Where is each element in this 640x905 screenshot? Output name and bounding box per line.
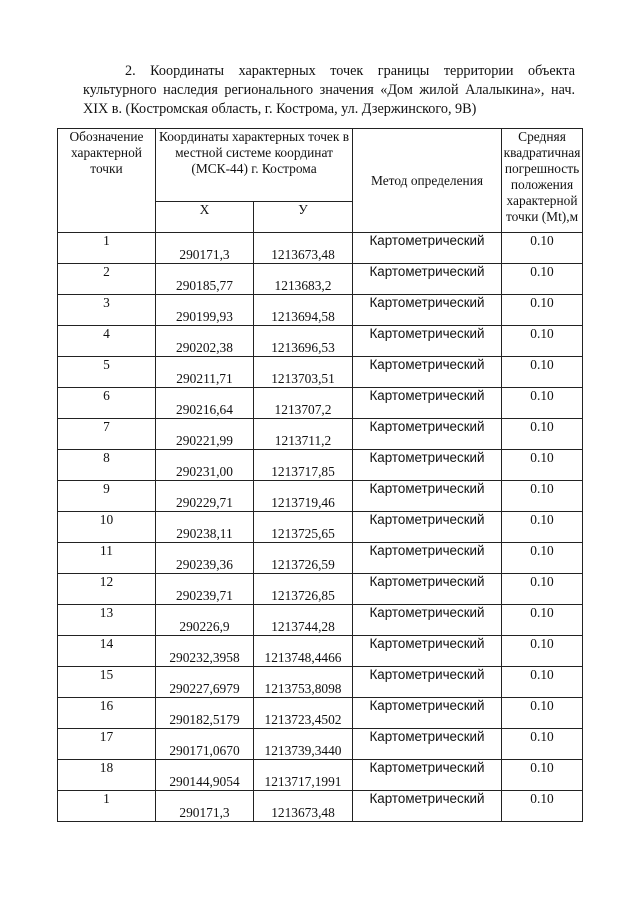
method-cell: Картометрический bbox=[353, 450, 502, 481]
error-cell: 0.10 bbox=[502, 512, 583, 543]
y-cell: 1213683,2 bbox=[254, 264, 353, 295]
point-cell: 16 bbox=[58, 698, 156, 729]
document-heading: 2. Координаты характерных точек границы территории объекта культурного наследия регионального значения «Дом жилой Алалыкина», нач. XIX в. (Костромская область, г. Кострома, ул. Дзержинского, 9В) bbox=[83, 63, 575, 117]
point-cell: 18 bbox=[58, 760, 156, 791]
x-cell: 290229,71 bbox=[156, 481, 254, 512]
error-cell: 0.10 bbox=[502, 791, 583, 822]
table-row bbox=[58, 388, 583, 419]
header-y: У bbox=[254, 202, 353, 233]
point-cell: 7 bbox=[58, 419, 156, 450]
point-cell: 11 bbox=[58, 543, 156, 574]
error-cell: 0.10 bbox=[502, 264, 583, 295]
x-cell: 290232,3958 bbox=[156, 636, 254, 667]
point-cell: 2 bbox=[58, 264, 156, 295]
x-cell: 290185,77 bbox=[156, 264, 254, 295]
y-cell: 1213673,48 bbox=[254, 233, 353, 264]
method-cell: Картометрический bbox=[353, 264, 502, 295]
table-row bbox=[58, 264, 583, 295]
x-cell: 290171,0670 bbox=[156, 729, 254, 760]
x-cell: 290144,9054 bbox=[156, 760, 254, 791]
table-row bbox=[58, 512, 583, 543]
y-cell: 1213696,53 bbox=[254, 326, 353, 357]
point-cell: 3 bbox=[58, 295, 156, 326]
table-row bbox=[58, 450, 583, 481]
coordinates-table bbox=[57, 128, 583, 822]
point-cell: 14 bbox=[58, 636, 156, 667]
method-cell: Картометрический bbox=[353, 636, 502, 667]
x-cell: 290171,3 bbox=[156, 791, 254, 822]
error-cell: 0.10 bbox=[502, 760, 583, 791]
error-cell: 0.10 bbox=[502, 574, 583, 605]
header-coordinates: Координаты характерных точек в местной системе координат (МСК-44) г. Кострома bbox=[156, 129, 353, 202]
error-cell: 0.10 bbox=[502, 481, 583, 512]
x-cell: 290221,99 bbox=[156, 419, 254, 450]
table-row bbox=[58, 667, 583, 698]
table-row bbox=[58, 760, 583, 791]
error-cell: 0.10 bbox=[502, 357, 583, 388]
y-cell: 1213707,2 bbox=[254, 388, 353, 419]
method-cell: Картометрический bbox=[353, 481, 502, 512]
table-body bbox=[58, 233, 583, 822]
table-row bbox=[58, 481, 583, 512]
x-cell: 290199,93 bbox=[156, 295, 254, 326]
table-row bbox=[58, 326, 583, 357]
x-cell: 290238,11 bbox=[156, 512, 254, 543]
error-cell: 0.10 bbox=[502, 729, 583, 760]
header-point: Обозначение характерной точки bbox=[58, 129, 156, 233]
y-cell: 1213753,8098 bbox=[254, 667, 353, 698]
x-cell: 290182,5179 bbox=[156, 698, 254, 729]
y-cell: 1213748,4466 bbox=[254, 636, 353, 667]
method-cell: Картометрический bbox=[353, 574, 502, 605]
y-cell: 1213726,59 bbox=[254, 543, 353, 574]
error-cell: 0.10 bbox=[502, 388, 583, 419]
table-row bbox=[58, 605, 583, 636]
method-cell: Картометрический bbox=[353, 295, 502, 326]
x-cell: 290211,71 bbox=[156, 357, 254, 388]
y-cell: 1213717,85 bbox=[254, 450, 353, 481]
x-cell: 290231,00 bbox=[156, 450, 254, 481]
y-cell: 1213717,1991 bbox=[254, 760, 353, 791]
point-cell: 13 bbox=[58, 605, 156, 636]
error-cell: 0.10 bbox=[502, 543, 583, 574]
table-row bbox=[58, 543, 583, 574]
error-cell: 0.10 bbox=[502, 326, 583, 357]
point-cell: 10 bbox=[58, 512, 156, 543]
table-row bbox=[58, 233, 583, 264]
table-row bbox=[58, 419, 583, 450]
error-cell: 0.10 bbox=[502, 636, 583, 667]
table-row bbox=[58, 636, 583, 667]
table-row bbox=[58, 357, 583, 388]
error-cell: 0.10 bbox=[502, 667, 583, 698]
point-cell: 9 bbox=[58, 481, 156, 512]
method-cell: Картометрический bbox=[353, 233, 502, 264]
y-cell: 1213703,51 bbox=[254, 357, 353, 388]
method-cell: Картометрический bbox=[353, 667, 502, 698]
point-cell: 8 bbox=[58, 450, 156, 481]
header-error: Средняя квадратичная погрешность положения характерной точки (Mt),м bbox=[502, 129, 583, 233]
error-cell: 0.10 bbox=[502, 698, 583, 729]
method-cell: Картометрический bbox=[353, 729, 502, 760]
table-row bbox=[58, 698, 583, 729]
x-cell: 290239,36 bbox=[156, 543, 254, 574]
method-cell: Картометрический bbox=[353, 605, 502, 636]
x-cell: 290226,9 bbox=[156, 605, 254, 636]
point-cell: 1 bbox=[58, 791, 156, 822]
x-cell: 290202,38 bbox=[156, 326, 254, 357]
point-cell: 6 bbox=[58, 388, 156, 419]
method-cell: Картометрический bbox=[353, 760, 502, 791]
y-cell: 1213725,65 bbox=[254, 512, 353, 543]
error-cell: 0.10 bbox=[502, 419, 583, 450]
point-cell: 4 bbox=[58, 326, 156, 357]
point-cell: 1 bbox=[58, 233, 156, 264]
error-cell: 0.10 bbox=[502, 605, 583, 636]
method-cell: Картометрический bbox=[353, 419, 502, 450]
table-row bbox=[58, 729, 583, 760]
x-cell: 290216,64 bbox=[156, 388, 254, 419]
method-cell: Картометрический bbox=[353, 512, 502, 543]
error-cell: 0.10 bbox=[502, 450, 583, 481]
y-cell: 1213726,85 bbox=[254, 574, 353, 605]
method-cell: Картометрический bbox=[353, 698, 502, 729]
method-cell: Картометрический bbox=[353, 326, 502, 357]
y-cell: 1213694,58 bbox=[254, 295, 353, 326]
x-cell: 290239,71 bbox=[156, 574, 254, 605]
table-row bbox=[58, 574, 583, 605]
y-cell: 1213723,4502 bbox=[254, 698, 353, 729]
error-cell: 0.10 bbox=[502, 233, 583, 264]
y-cell: 1213739,3440 bbox=[254, 729, 353, 760]
table-row bbox=[58, 791, 583, 822]
point-cell: 5 bbox=[58, 357, 156, 388]
x-cell: 290227,6979 bbox=[156, 667, 254, 698]
table-row bbox=[58, 295, 583, 326]
y-cell: 1213673,48 bbox=[254, 791, 353, 822]
point-cell: 12 bbox=[58, 574, 156, 605]
header-x: X bbox=[156, 202, 254, 233]
method-cell: Картометрический bbox=[353, 357, 502, 388]
point-cell: 15 bbox=[58, 667, 156, 698]
method-cell: Картометрический bbox=[353, 543, 502, 574]
method-cell: Картометрический bbox=[353, 388, 502, 419]
y-cell: 1213719,46 bbox=[254, 481, 353, 512]
x-cell: 290171,3 bbox=[156, 233, 254, 264]
y-cell: 1213744,28 bbox=[254, 605, 353, 636]
method-cell: Картометрический bbox=[353, 791, 502, 822]
y-cell: 1213711,2 bbox=[254, 419, 353, 450]
point-cell: 17 bbox=[58, 729, 156, 760]
error-cell: 0.10 bbox=[502, 295, 583, 326]
header-method: Метод определения bbox=[353, 129, 502, 233]
